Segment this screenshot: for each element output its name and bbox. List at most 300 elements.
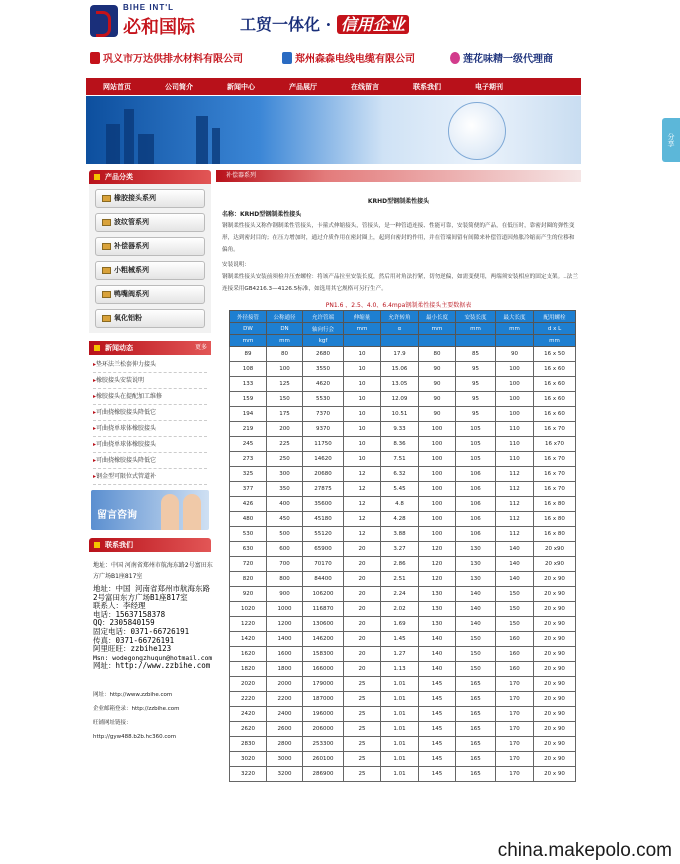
company-logo[interactable]: [90, 3, 210, 39]
table-cell: 2200: [267, 692, 303, 707]
table-cell: 140: [456, 602, 496, 617]
table-cell: 170: [496, 767, 534, 782]
article-title: KRHD型钢制柔性接头: [367, 198, 430, 205]
table-cell: 110: [496, 422, 534, 437]
table-cell: 105: [456, 422, 496, 437]
table-cell: 95: [456, 362, 496, 377]
install-paragraph: 钢制柔性接头安装前须检并压查螺栓：将该产品拉至安装长度，然后用对角法拧紧，切勿逆偏，如需变便用，两端须安装相应的固定支架。..法兰连接采用GB4216.3—4126.5标准，如选用其它规格可另行生产。: [222, 274, 578, 292]
table-cell: 2830: [230, 737, 267, 752]
table-row: [230, 452, 576, 467]
table-header-cell: mm: [230, 335, 267, 347]
table-cell: 400: [267, 497, 303, 512]
table-cell: 100: [419, 512, 456, 527]
table-cell: 20 x 90: [534, 722, 576, 737]
partner-logo-icon: [90, 52, 100, 64]
table-header-cell: [496, 335, 534, 347]
table-cell: 140: [496, 572, 534, 587]
table-header-cell: d x L: [534, 323, 576, 335]
nav-contact[interactable]: 联系我们: [413, 82, 441, 91]
table-cell: 10: [344, 377, 381, 392]
table-cell: 170: [496, 737, 534, 752]
news-item[interactable]: ▸ 垫环法兰松套伸力接头: [93, 357, 207, 373]
table-cell: 10: [344, 347, 381, 362]
table-cell: 16 x 50: [534, 347, 576, 362]
table-cell: 5530: [303, 392, 344, 407]
table-row: [230, 407, 576, 422]
table-cell: 8.36: [381, 437, 419, 452]
table-cell: 1.01: [381, 737, 419, 752]
nav-message[interactable]: 在线留言: [351, 82, 379, 91]
table-cell: 1200: [267, 617, 303, 632]
table-cell: 95: [456, 392, 496, 407]
table-cell: 9370: [303, 422, 344, 437]
table-cell: 16 x 60: [534, 407, 576, 422]
table-cell: 145: [419, 722, 456, 737]
globe-icon: [448, 102, 506, 160]
contact-address: 地址：中国 河南省郑州市航海东路2号富田东方广场B1座817室: [93, 562, 213, 580]
table-header-cell: 轴向行会: [303, 323, 344, 335]
table-cell: 45180: [303, 512, 344, 527]
table-cell: 85: [456, 347, 496, 362]
table-header-cell: mm: [344, 323, 381, 335]
table-cell: 2000: [267, 677, 303, 692]
contact-line: 阿里旺旺：zzbihe123: [93, 644, 172, 654]
table-cell: 1400: [267, 632, 303, 647]
table-cell: 105: [456, 452, 496, 467]
table-cell: 9.33: [381, 422, 419, 437]
table-cell: 480: [230, 512, 267, 527]
table-cell: 6.32: [381, 467, 419, 482]
table-cell: 159: [230, 392, 267, 407]
table-caption: PN1.6 、2.5、4.0、6.4mpa钢制柔性接头主要数据表: [325, 302, 472, 309]
table-cell: 7370: [303, 407, 344, 422]
table-cell: 25: [344, 722, 381, 737]
contact-line: QQ：2305840159: [93, 618, 155, 628]
table-cell: 1800: [267, 662, 303, 677]
table-cell: 10: [344, 437, 381, 452]
table-header-row: [230, 335, 576, 347]
table-cell: 140: [419, 632, 456, 647]
partner-name: 郑州森森电线电缆有限公司: [295, 54, 415, 65]
table-cell: 145: [419, 707, 456, 722]
table-cell: 2420: [230, 707, 267, 722]
news-item[interactable]: ▸ 可曲挠橡胶接头降低它: [93, 453, 207, 469]
table-header-cell: [344, 335, 381, 347]
table-cell: 145: [419, 767, 456, 782]
table-row: [230, 512, 576, 527]
table-cell: 3.27: [381, 542, 419, 557]
table-cell: 100: [419, 482, 456, 497]
table-cell: 4.28: [381, 512, 419, 527]
table-header-cell: kgf: [303, 335, 344, 347]
table-cell: 106200: [303, 587, 344, 602]
table-row: [230, 617, 576, 632]
table-row: [230, 752, 576, 767]
table-cell: 20 x90: [534, 542, 576, 557]
table-cell: 112: [496, 467, 534, 482]
table-cell: 15.06: [381, 362, 419, 377]
table-cell: 145: [419, 692, 456, 707]
product-category-list: [89, 184, 211, 333]
contact-line: 2号富田东方广场B1座817室: [93, 592, 188, 602]
table-cell: 12: [344, 527, 381, 542]
table-row: [230, 557, 576, 572]
table-cell: 10: [344, 452, 381, 467]
table-cell: 120: [419, 557, 456, 572]
table-cell: 20: [344, 572, 381, 587]
news-list: [89, 355, 211, 487]
table-cell: 2.24: [381, 587, 419, 602]
person-photo: [183, 494, 201, 530]
table-cell: 160: [496, 647, 534, 662]
table-cell: 2.51: [381, 572, 419, 587]
table-row: [230, 647, 576, 662]
table-cell: 20: [344, 662, 381, 677]
table-cell: 7.51: [381, 452, 419, 467]
table-cell: 187000: [303, 692, 344, 707]
table-cell: 1.13: [381, 662, 419, 677]
table-cell: 20 x 90: [534, 707, 576, 722]
partner-logo-icon: [282, 52, 292, 64]
person-photo: [161, 494, 179, 530]
table-cell: 16 x 80: [534, 497, 576, 512]
table-cell: 20: [344, 602, 381, 617]
table-cell: 100: [419, 467, 456, 482]
table-cell: 16 x 70: [534, 482, 576, 497]
table-cell: 4.8: [381, 497, 419, 512]
partner-name: 巩义市万达供排水材料有限公司: [103, 54, 243, 65]
table-cell: 20: [344, 617, 381, 632]
table-cell: 25: [344, 677, 381, 692]
table-cell: 253300: [303, 737, 344, 752]
partner-link-1[interactable]: [90, 50, 243, 65]
table-row: [230, 722, 576, 737]
watermark-text: china.makepolo.com: [497, 840, 672, 861]
table-cell: 100: [496, 407, 534, 422]
table-cell: 1420: [230, 632, 267, 647]
table-cell: 1600: [267, 647, 303, 662]
table-cell: 2800: [267, 737, 303, 752]
table-cell: 920: [230, 587, 267, 602]
table-cell: 20 x 90: [534, 737, 576, 752]
table-cell: 1.01: [381, 722, 419, 737]
news-more-link[interactable]: 更多: [194, 344, 207, 351]
table-cell: 1220: [230, 617, 267, 632]
contact-line: Msn: wodegongzhuqun@hotmail.com: [93, 653, 213, 662]
table-cell: 2.02: [381, 602, 419, 617]
table-cell: 1.45: [381, 632, 419, 647]
product-category-item[interactable]: 波纹管系列: [95, 213, 205, 232]
table-cell: 3200: [267, 767, 303, 782]
table-cell: 55120: [303, 527, 344, 542]
table-cell: 20 x 90: [534, 632, 576, 647]
table-cell: 2680: [303, 347, 344, 362]
product-category-item[interactable]: 橡胶接头系列: [95, 189, 205, 208]
table-cell: 150: [496, 587, 534, 602]
table-cell: 130: [419, 617, 456, 632]
table-header-row: [230, 323, 576, 335]
table-cell: 140: [419, 662, 456, 677]
table-cell: 70170: [303, 557, 344, 572]
table-cell: 140: [496, 542, 534, 557]
table-header-cell: α: [381, 323, 419, 335]
table-cell: 200: [267, 422, 303, 437]
partner-link-3[interactable]: [450, 50, 553, 65]
table-cell: 130: [456, 557, 496, 572]
table-row: [230, 542, 576, 557]
table-cell: 112: [496, 512, 534, 527]
table-cell: 2020: [230, 677, 267, 692]
product-category-item[interactable]: 氧化铝粉: [95, 309, 205, 328]
table-cell: 110: [496, 452, 534, 467]
table-cell: 20: [344, 632, 381, 647]
contact-line: 联系人：李经理: [93, 601, 146, 611]
contact-info-overlay: [93, 585, 233, 671]
table-cell: 90: [419, 407, 456, 422]
table-cell: 130: [456, 572, 496, 587]
table-header-cell: [381, 335, 419, 347]
description-paragraph: 钢制柔性接头又称作钢制柔性管接头，卡箍式伸缩接头，管接头，是一种管道连接、性能可靠，安装简便的产品，在低压时，靠密封圈的弹性变形，达到密封目的；在压力增加时，通过介质作用在密封圈上，起到自密封的作用，并在管端间留有间隙来补偿管道因热胀冷缩而产生的位移和偏角。: [222, 223, 575, 253]
table-cell: 20 x 90: [534, 647, 576, 662]
table-cell: 12: [344, 497, 381, 512]
table-cell: 20 x90: [534, 557, 576, 572]
table-cell: 165: [456, 677, 496, 692]
table-cell: 206000: [303, 722, 344, 737]
table-cell: 900: [267, 587, 303, 602]
table-cell: 820: [230, 572, 267, 587]
table-cell: 150: [496, 602, 534, 617]
table-row: [230, 377, 576, 392]
table-cell: 110: [496, 437, 534, 452]
product-category-item[interactable]: 小粗械系列: [95, 261, 205, 280]
table-cell: 145: [419, 737, 456, 752]
table-cell: 13.05: [381, 377, 419, 392]
slogan-part-a: 工贸一体化 ·: [240, 15, 337, 34]
table-row: [230, 347, 576, 362]
news-item[interactable]: ▸ 可曲挠单球体橡胶接头: [93, 437, 207, 453]
table-cell: 16 x 70: [534, 422, 576, 437]
table-cell: 16 x 80: [534, 512, 576, 527]
table-cell: 20: [344, 542, 381, 557]
table-cell: 16 x70: [534, 437, 576, 452]
website-link[interactable]: 网址：http://www.zzbihe.com: [93, 692, 173, 698]
nav-about[interactable]: 公司简介: [165, 82, 193, 91]
lotus-logo-icon: [450, 52, 460, 64]
table-cell: 225: [267, 437, 303, 452]
site-links: [93, 688, 213, 744]
table-cell: 20680: [303, 467, 344, 482]
table-cell: 2600: [267, 722, 303, 737]
news-item[interactable]: ▸ 可曲挠橡胶接头降低它: [93, 405, 207, 421]
table-cell: 1020: [230, 602, 267, 617]
message-consult-label: 留言咨询: [97, 510, 137, 521]
product-category-item[interactable]: 鸭嘴阀系列: [95, 285, 205, 304]
table-cell: 25: [344, 692, 381, 707]
slogan: [240, 12, 409, 35]
news-item[interactable]: ▸ 橡胶接头在提配加工维修: [93, 389, 207, 405]
banner-image: [86, 96, 581, 164]
table-cell: 175: [267, 407, 303, 422]
table-cell: 170: [496, 692, 534, 707]
table-cell: 150: [456, 662, 496, 677]
table-cell: 530: [230, 527, 267, 542]
logo-mark-icon: [90, 5, 118, 37]
table-cell: 133: [230, 377, 267, 392]
table-cell: 3550: [303, 362, 344, 377]
table-cell: 25: [344, 767, 381, 782]
contact-line: 传真：0371-66726191: [93, 635, 175, 645]
message-consult-banner[interactable]: [91, 490, 209, 530]
email-login-link[interactable]: 企业邮箱登录：http://zzbihe.com: [93, 706, 180, 712]
table-cell: 20 x 90: [534, 677, 576, 692]
table-header-cell: [456, 335, 496, 347]
news-item[interactable]: ▸ 橡胶接头安装说明: [93, 373, 207, 389]
table-header-cell: mm: [419, 323, 456, 335]
table-header-cell: 公称通径: [267, 311, 303, 323]
table-cell: 150: [456, 647, 496, 662]
table-row: [230, 602, 576, 617]
table-row: [230, 587, 576, 602]
table-cell: 10: [344, 422, 381, 437]
table-cell: 10.51: [381, 407, 419, 422]
table-cell: 20 x 90: [534, 692, 576, 707]
logo-english-name: BIHE INT'L: [123, 3, 175, 12]
spec-table: [229, 310, 576, 782]
table-row: [230, 527, 576, 542]
nav-ejournal[interactable]: 电子期刊: [475, 82, 503, 91]
table-cell: 130: [456, 542, 496, 557]
contact-line: 固定电话：0371-66726191: [93, 626, 190, 636]
table-header-cell: 安装长度: [456, 311, 496, 323]
table-cell: 160: [496, 662, 534, 677]
table-cell: 800: [267, 572, 303, 587]
main-nav: [86, 78, 581, 95]
table-cell: 11750: [303, 437, 344, 452]
table-cell: 179000: [303, 677, 344, 692]
table-cell: 80: [419, 347, 456, 362]
table-cell: 165: [456, 752, 496, 767]
table-header-cell: DW: [230, 323, 267, 335]
table-cell: 3.88: [381, 527, 419, 542]
table-cell: 100: [419, 437, 456, 452]
table-cell: 89: [230, 347, 267, 362]
table-cell: 2620: [230, 722, 267, 737]
table-cell: 146200: [303, 632, 344, 647]
table-header-cell: mm: [496, 323, 534, 335]
table-header-cell: [419, 335, 456, 347]
share-side-tab[interactable]: 分享: [662, 118, 680, 162]
product-category-item[interactable]: 补偿器系列: [95, 237, 205, 256]
contact-line: 地址：中国 河南省郑州市航海东路: [93, 584, 211, 593]
table-cell: 165: [456, 767, 496, 782]
nav-products[interactable]: 产品展厅: [289, 82, 317, 91]
news-item[interactable]: ▸ 钢金型可限位式管道补: [93, 469, 207, 485]
partner-link-2[interactable]: [282, 50, 415, 65]
table-cell: 100: [496, 362, 534, 377]
shop-link[interactable]: http://gyw488.b2b.hc360.com: [93, 734, 177, 740]
table-cell: 112: [496, 497, 534, 512]
table-cell: 100: [419, 422, 456, 437]
table-cell: 12: [344, 467, 381, 482]
table-cell: 130: [419, 602, 456, 617]
table-cell: 20 x 90: [534, 587, 576, 602]
table-cell: 16 x 70: [534, 452, 576, 467]
table-row: [230, 767, 576, 782]
sidebar: [89, 170, 211, 487]
news-item[interactable]: ▸ 可曲挠单球体橡胶接头: [93, 421, 207, 437]
partner-name: 莲花味精一级代理商: [463, 54, 553, 65]
table-row: [230, 662, 576, 677]
table-cell: 35600: [303, 497, 344, 512]
table-cell: 20 x 90: [534, 752, 576, 767]
table-cell: 286900: [303, 767, 344, 782]
table-cell: 1000: [267, 602, 303, 617]
table-cell: 3020: [230, 752, 267, 767]
table-cell: 100: [419, 527, 456, 542]
table-cell: 350: [267, 482, 303, 497]
table-cell: 90: [496, 347, 534, 362]
table-cell: 20 x 90: [534, 662, 576, 677]
breadcrumb[interactable]: 补偿器系列: [216, 170, 581, 182]
table-cell: 140: [419, 647, 456, 662]
table-cell: 194: [230, 407, 267, 422]
shop-link-label: 旺铺网址链接：: [93, 720, 132, 726]
table-cell: 450: [267, 512, 303, 527]
contact-line: 电话：15637158378: [93, 609, 166, 619]
table-cell: 90: [419, 377, 456, 392]
table-cell: 219: [230, 422, 267, 437]
table-cell: 165: [456, 707, 496, 722]
table-cell: 245: [230, 437, 267, 452]
table-cell: 100: [419, 452, 456, 467]
table-cell: 80: [267, 347, 303, 362]
nav-home[interactable]: 网站首页: [103, 82, 131, 91]
table-cell: 100: [496, 392, 534, 407]
install-heading: 安装说明：: [222, 262, 250, 268]
table-cell: 20 x 90: [534, 767, 576, 782]
table-header-cell: 伸缩量: [344, 311, 381, 323]
contact-heading: [89, 538, 211, 552]
table-cell: 170: [496, 677, 534, 692]
table-cell: 145: [419, 677, 456, 692]
table-row: [230, 572, 576, 587]
table-cell: 16 x 70: [534, 467, 576, 482]
table-cell: 2400: [267, 707, 303, 722]
slogan-part-b: 信用企业: [337, 15, 409, 34]
table-cell: 25: [344, 752, 381, 767]
news-heading-label: 新闻动态: [105, 344, 133, 352]
table-cell: 16 x 80: [534, 527, 576, 542]
table-cell: 130600: [303, 617, 344, 632]
table-cell: 170: [496, 707, 534, 722]
table-cell: 600: [267, 542, 303, 557]
table-cell: 325: [230, 467, 267, 482]
table-cell: 10: [344, 407, 381, 422]
table-cell: 140: [456, 617, 496, 632]
table-cell: 108: [230, 362, 267, 377]
table-cell: 90: [419, 392, 456, 407]
table-cell: 630: [230, 542, 267, 557]
table-header-cell: DN: [267, 323, 303, 335]
table-header-cell: 最小长度: [419, 311, 456, 323]
table-row: [230, 692, 576, 707]
table-row: [230, 737, 576, 752]
nav-news[interactable]: 新闻中心: [227, 82, 255, 91]
table-cell: 720: [230, 557, 267, 572]
table-cell: 20: [344, 647, 381, 662]
table-header-cell: mm: [456, 323, 496, 335]
table-cell: 106: [456, 512, 496, 527]
